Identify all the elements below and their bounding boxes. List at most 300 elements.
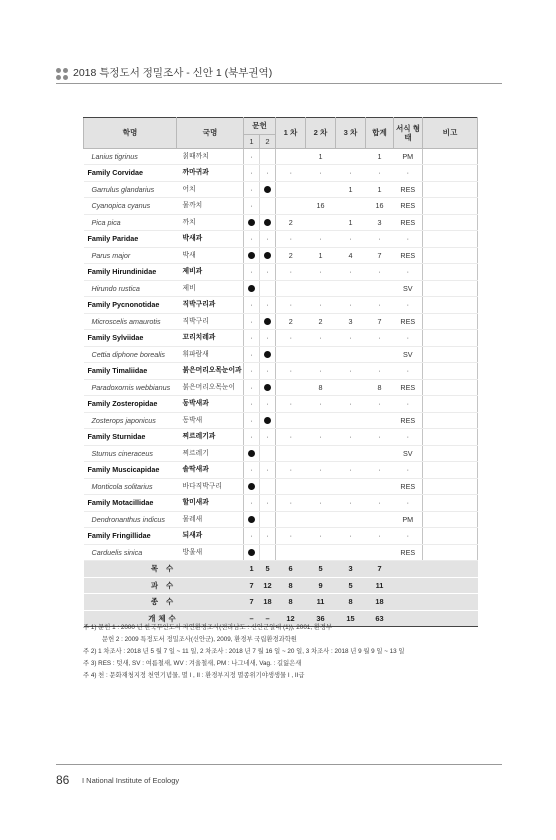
cell-literature-1 [244, 445, 260, 462]
record-dot-icon [248, 483, 255, 490]
cell-literature-2 [260, 280, 276, 297]
cell-korean-name: 솔딱새과 [177, 462, 244, 479]
cell-remarks [423, 231, 478, 248]
col-header-literature: 문헌 [244, 118, 276, 135]
summary-cell-literature-1: 7 [244, 577, 260, 594]
cell-name: Family Paridae [84, 231, 177, 248]
cell-literature-1: · [244, 231, 260, 248]
cell-survey-1: · [276, 462, 306, 479]
cell-name: Garrulus glandarius [84, 181, 177, 198]
cell-survey-3 [336, 280, 366, 297]
cell-korean-name: 까치 [177, 214, 244, 231]
cell-survey-3: · [336, 264, 366, 281]
cell-survey-1: · [276, 264, 306, 281]
summary-label: 과 수 [84, 577, 244, 594]
table-notes [83, 622, 503, 682]
cell-habitat-form: · [394, 462, 423, 479]
cell-survey-1: · [276, 297, 306, 314]
cell-total: · [366, 297, 394, 314]
cell-survey-2 [306, 478, 336, 495]
col-header-total: 합계 [366, 118, 394, 149]
cell-literature-1: · [244, 264, 260, 281]
cell-total: 3 [366, 214, 394, 231]
cell-total: · [366, 429, 394, 446]
summary-row [84, 561, 478, 578]
cell-name: Family Sturnidae [84, 429, 177, 446]
record-dot-icon [248, 252, 255, 259]
record-dot-icon [248, 516, 255, 523]
cell-korean-name: 바다직박구리 [177, 478, 244, 495]
col-header-literature-1: 1 [244, 134, 260, 148]
summary-cell-survey-1: 8 [276, 594, 306, 611]
summary-cell-literature-2: – [260, 610, 276, 627]
family-row [84, 297, 478, 314]
cell-survey-3: · [336, 297, 366, 314]
cell-korean-name: 찌르레기 [177, 445, 244, 462]
cell-literature-1 [244, 544, 260, 561]
summary-label: 개체수 [84, 610, 244, 627]
cell-survey-2: · [306, 297, 336, 314]
cell-korean-name: 붉은머리오목눈이 [177, 379, 244, 396]
cell-korean-name: 박새과 [177, 231, 244, 248]
summary-cell-survey-3: 15 [336, 610, 366, 627]
cell-literature-2 [260, 198, 276, 215]
cell-survey-3: · [336, 165, 366, 182]
cell-total: · [366, 528, 394, 545]
cell-name: Parus major [84, 247, 177, 264]
cell-survey-2: · [306, 264, 336, 281]
species-row [84, 198, 478, 215]
cell-habitat-form: RES [394, 412, 423, 429]
cell-literature-2: · [260, 396, 276, 413]
cell-total: 7 [366, 313, 394, 330]
family-row [84, 264, 478, 281]
cell-survey-1 [276, 379, 306, 396]
cell-total [366, 412, 394, 429]
cell-literature-2 [260, 379, 276, 396]
cell-total: · [366, 330, 394, 347]
cell-literature-1: · [244, 379, 260, 396]
species-row [84, 313, 478, 330]
cell-survey-3: 1 [336, 214, 366, 231]
cell-literature-2 [260, 511, 276, 528]
cell-literature-2 [260, 346, 276, 363]
cell-habitat-form: SV [394, 445, 423, 462]
cell-total: · [366, 363, 394, 380]
cell-name: Family Zosteropidae [84, 396, 177, 413]
cell-survey-3: · [336, 396, 366, 413]
cell-survey-2: · [306, 165, 336, 182]
cell-literature-1: · [244, 181, 260, 198]
cell-name: Family Motacillidae [84, 495, 177, 512]
summary-cell-survey-2: 36 [306, 610, 336, 627]
summary-cell-literature-1: – [244, 610, 260, 627]
cell-literature-2 [260, 544, 276, 561]
cell-survey-1 [276, 445, 306, 462]
cell-survey-3 [336, 478, 366, 495]
cell-remarks [423, 462, 478, 479]
cell-literature-2 [260, 181, 276, 198]
summary-cell-total: 11 [366, 577, 394, 594]
cell-survey-1 [276, 148, 306, 165]
cell-remarks [423, 165, 478, 182]
cell-total: · [366, 264, 394, 281]
cell-name: Dendronanthus indicus [84, 511, 177, 528]
cell-total: · [366, 462, 394, 479]
cell-korean-name: 칡때까치 [177, 148, 244, 165]
species-row [84, 544, 478, 561]
cell-name: Hirundo rustica [84, 280, 177, 297]
cell-total: 1 [366, 148, 394, 165]
cell-habitat-form: RES [394, 247, 423, 264]
cell-habitat-form: RES [394, 214, 423, 231]
cell-name: Cyanopica cyanus [84, 198, 177, 215]
cell-survey-3 [336, 412, 366, 429]
cell-name: Family Sylviidae [84, 330, 177, 347]
cell-korean-name: 휘파람새 [177, 346, 244, 363]
cell-total [366, 280, 394, 297]
cell-literature-2 [260, 148, 276, 165]
cell-survey-1 [276, 511, 306, 528]
cell-total: · [366, 495, 394, 512]
cell-literature-1 [244, 280, 260, 297]
page-footer [56, 764, 502, 788]
cell-literature-2: · [260, 462, 276, 479]
summary-cell-total: 18 [366, 594, 394, 611]
cell-korean-name: 물까치 [177, 198, 244, 215]
cell-literature-1: · [244, 429, 260, 446]
cell-korean-name: 찌르레기과 [177, 429, 244, 446]
cell-literature-2 [260, 445, 276, 462]
family-row [84, 231, 478, 248]
summary-cell-survey-1: 8 [276, 577, 306, 594]
cell-habitat-form: · [394, 363, 423, 380]
summary-cell-survey-2: 5 [306, 561, 336, 578]
record-dot-icon [264, 318, 271, 325]
note-3: 주 3) RES : 텃새, SV : 여름철새, WV : 겨울철새, PM : 나그네새, Vag. : 길잃은새 [83, 660, 302, 667]
cell-name: Family Corvidae [84, 165, 177, 182]
cell-survey-2 [306, 511, 336, 528]
col-header-literature-2: 2 [260, 134, 276, 148]
cell-survey-1: · [276, 429, 306, 446]
cell-habitat-form: · [394, 528, 423, 545]
col-header-remarks: 비고 [423, 118, 478, 149]
cell-habitat-form: SV [394, 280, 423, 297]
note-1: 주 1) 문헌 1 : 2000 년 한국무인도서 자연환경조사(전라남도 : 신안군일대 (1)), 2001, 환경부 [83, 624, 333, 631]
cell-remarks [423, 198, 478, 215]
cell-name: Family Muscicapidae [84, 462, 177, 479]
cell-survey-3 [336, 148, 366, 165]
record-dot-icon [264, 219, 271, 226]
cell-survey-2 [306, 214, 336, 231]
col-header-survey-3: 3 차 [336, 118, 366, 149]
cell-survey-3 [336, 379, 366, 396]
cell-literature-1: · [244, 495, 260, 512]
cell-remarks [423, 264, 478, 281]
cell-survey-3 [336, 511, 366, 528]
cell-survey-3: 1 [336, 181, 366, 198]
cell-name: Family Hirundinidae [84, 264, 177, 281]
cell-survey-1: · [276, 396, 306, 413]
header-title: 2018 특정도서 정밀조사 - 신안 1 (북부권역) [73, 67, 273, 79]
cell-korean-name: 되새과 [177, 528, 244, 545]
cell-survey-1: · [276, 363, 306, 380]
summary-cell-literature-2: 12 [260, 577, 276, 594]
cell-remarks [423, 247, 478, 264]
cell-survey-1 [276, 280, 306, 297]
col-header-habitat-form: 서식 형태 [394, 118, 423, 149]
cell-survey-2: · [306, 231, 336, 248]
family-row [84, 165, 478, 182]
record-dot-icon [248, 285, 255, 292]
cell-remarks [423, 363, 478, 380]
summary-row [84, 594, 478, 611]
cell-remarks [423, 181, 478, 198]
cell-literature-1: · [244, 297, 260, 314]
cell-survey-2 [306, 346, 336, 363]
cell-survey-2 [306, 280, 336, 297]
cell-total [366, 445, 394, 462]
cell-survey-3: · [336, 231, 366, 248]
cell-literature-1: · [244, 148, 260, 165]
summary-cell-survey-1: 6 [276, 561, 306, 578]
cell-remarks [423, 148, 478, 165]
cell-literature-2: · [260, 297, 276, 314]
cell-survey-3: 3 [336, 313, 366, 330]
species-row [84, 280, 478, 297]
cell-survey-2: · [306, 528, 336, 545]
cell-total: 7 [366, 247, 394, 264]
cell-literature-1: · [244, 363, 260, 380]
cell-literature-2: · [260, 264, 276, 281]
col-header-survey-1: 1 차 [276, 118, 306, 149]
cell-literature-1: · [244, 330, 260, 347]
cell-survey-1 [276, 181, 306, 198]
cell-literature-1: · [244, 313, 260, 330]
cell-name: Paradoxornis webbianus [84, 379, 177, 396]
cell-literature-2: · [260, 429, 276, 446]
cell-remarks [423, 429, 478, 446]
cell-survey-1: 2 [276, 214, 306, 231]
cell-survey-1 [276, 346, 306, 363]
cell-survey-3: · [336, 528, 366, 545]
cell-survey-2 [306, 181, 336, 198]
species-row [84, 214, 478, 231]
cell-survey-1 [276, 412, 306, 429]
cell-korean-name: 꼬리치레과 [177, 330, 244, 347]
record-dot-icon [248, 219, 255, 226]
record-dot-icon [264, 186, 271, 193]
species-row [84, 346, 478, 363]
cell-habitat-form: · [394, 297, 423, 314]
family-row [84, 330, 478, 347]
col-header-korean-name: 국명 [177, 118, 244, 149]
header-dots-icon [56, 68, 70, 80]
cell-korean-name: 어치 [177, 181, 244, 198]
cell-habitat-form: · [394, 429, 423, 446]
cell-korean-name: 까마귀과 [177, 165, 244, 182]
cell-korean-name: 동박새과 [177, 396, 244, 413]
cell-literature-2 [260, 247, 276, 264]
cell-habitat-form: · [394, 231, 423, 248]
cell-literature-1 [244, 214, 260, 231]
cell-survey-1: 2 [276, 247, 306, 264]
cell-survey-1 [276, 544, 306, 561]
cell-habitat-form: PM [394, 148, 423, 165]
summary-cell-survey-3: 5 [336, 577, 366, 594]
family-row [84, 462, 478, 479]
cell-remarks [423, 478, 478, 495]
cell-habitat-form: RES [394, 478, 423, 495]
cell-survey-2: 16 [306, 198, 336, 215]
cell-literature-1 [244, 478, 260, 495]
bird-species-table [83, 117, 478, 627]
summary-cell-survey-1: 12 [276, 610, 306, 627]
cell-survey-2: 2 [306, 313, 336, 330]
cell-survey-1 [276, 198, 306, 215]
cell-name: Sturnus cineraceus [84, 445, 177, 462]
page-number: 86 [56, 773, 70, 787]
cell-literature-1: · [244, 198, 260, 215]
summary-cell-literature-1: 7 [244, 594, 260, 611]
family-row [84, 363, 478, 380]
cell-korean-name: 제비과 [177, 264, 244, 281]
cell-name: Family Fringillidae [84, 528, 177, 545]
record-dot-icon [264, 384, 271, 391]
cell-habitat-form: SV [394, 346, 423, 363]
cell-korean-name: 방울새 [177, 544, 244, 561]
summary-cell-survey-2: 9 [306, 577, 336, 594]
summary-cell-empty [394, 577, 478, 594]
cell-total [366, 544, 394, 561]
cell-remarks [423, 495, 478, 512]
cell-habitat-form: RES [394, 198, 423, 215]
cell-korean-name: 동박새 [177, 412, 244, 429]
summary-cell-total: 7 [366, 561, 394, 578]
cell-name: Pica pica [84, 214, 177, 231]
cell-habitat-form: · [394, 330, 423, 347]
cell-literature-2: · [260, 165, 276, 182]
cell-total [366, 346, 394, 363]
cell-literature-2 [260, 412, 276, 429]
summary-label: 목 수 [84, 561, 244, 578]
record-dot-icon [264, 351, 271, 358]
cell-survey-2 [306, 445, 336, 462]
cell-literature-1: · [244, 528, 260, 545]
cell-name: Family Timaliidae [84, 363, 177, 380]
cell-survey-1: · [276, 330, 306, 347]
cell-survey-2: · [306, 396, 336, 413]
cell-korean-name: 붉은머리오목눈이과 [177, 363, 244, 380]
note-1-continued: 문헌 2 : 2009 특정도서 정밀조사(신안군), 2009, 환경부 국립환경과학원 [102, 636, 297, 643]
species-row [84, 379, 478, 396]
cell-survey-2: · [306, 495, 336, 512]
cell-remarks [423, 330, 478, 347]
family-row [84, 396, 478, 413]
species-row [84, 478, 478, 495]
col-header-survey-2: 2 차 [306, 118, 336, 149]
summary-cell-empty [394, 594, 478, 611]
cell-remarks [423, 346, 478, 363]
cell-remarks [423, 544, 478, 561]
species-row [84, 511, 478, 528]
summary-label: 종 수 [84, 594, 244, 611]
cell-literature-1: · [244, 412, 260, 429]
cell-survey-3: 4 [336, 247, 366, 264]
cell-literature-2 [260, 478, 276, 495]
summary-cell-survey-3: 8 [336, 594, 366, 611]
summary-cell-literature-2: 5 [260, 561, 276, 578]
cell-survey-3: · [336, 429, 366, 446]
cell-literature-1: · [244, 396, 260, 413]
cell-survey-3 [336, 198, 366, 215]
cell-survey-1: 2 [276, 313, 306, 330]
cell-total: 1 [366, 181, 394, 198]
cell-literature-1: · [244, 165, 260, 182]
cell-remarks [423, 412, 478, 429]
family-row [84, 429, 478, 446]
cell-total: · [366, 165, 394, 182]
cell-remarks [423, 280, 478, 297]
cell-survey-2: · [306, 429, 336, 446]
cell-habitat-form: · [394, 396, 423, 413]
cell-survey-2: 1 [306, 247, 336, 264]
cell-literature-2: · [260, 363, 276, 380]
cell-habitat-form: RES [394, 544, 423, 561]
cell-survey-2: 1 [306, 148, 336, 165]
cell-survey-3: · [336, 363, 366, 380]
cell-survey-3: · [336, 462, 366, 479]
cell-survey-1: · [276, 495, 306, 512]
species-row [84, 445, 478, 462]
cell-survey-2: · [306, 363, 336, 380]
cell-habitat-form: RES [394, 181, 423, 198]
note-2: 주 2) 1 차조사 : 2018 년 5 월 7 일 ~ 11 일, 2 차조사 : 2018 년 7 월 16 일 ~ 20 일, 3 차조사 : 2018 년 9 월 9 일 ~ 13 일 [83, 648, 405, 655]
summary-cell-empty [394, 561, 478, 578]
cell-remarks [423, 396, 478, 413]
cell-habitat-form: RES [394, 379, 423, 396]
record-dot-icon [248, 549, 255, 556]
cell-literature-1: · [244, 346, 260, 363]
species-row [84, 412, 478, 429]
institute-name: I National Institute of Ecology [82, 776, 180, 785]
cell-survey-3 [336, 346, 366, 363]
cell-survey-3 [336, 544, 366, 561]
cell-korean-name: 직박구리 [177, 313, 244, 330]
cell-name: Carduelis sinica [84, 544, 177, 561]
cell-literature-1: · [244, 462, 260, 479]
cell-total: 16 [366, 198, 394, 215]
cell-remarks [423, 297, 478, 314]
family-row [84, 495, 478, 512]
cell-name: Zosterops japonicus [84, 412, 177, 429]
cell-habitat-form: PM [394, 511, 423, 528]
cell-remarks [423, 445, 478, 462]
summary-cell-survey-2: 11 [306, 594, 336, 611]
cell-survey-2 [306, 412, 336, 429]
summary-cell-literature-1: 1 [244, 561, 260, 578]
cell-habitat-form: · [394, 495, 423, 512]
cell-total [366, 478, 394, 495]
cell-name: Lanius tigrinus [84, 148, 177, 165]
footer-rule [56, 764, 502, 765]
cell-name: Cettia diphone borealis [84, 346, 177, 363]
cell-korean-name: 물레새 [177, 511, 244, 528]
cell-habitat-form: RES [394, 313, 423, 330]
header-rule [56, 83, 502, 84]
summary-cell-literature-2: 18 [260, 594, 276, 611]
col-header-scientific-name: 학명 [84, 118, 177, 149]
